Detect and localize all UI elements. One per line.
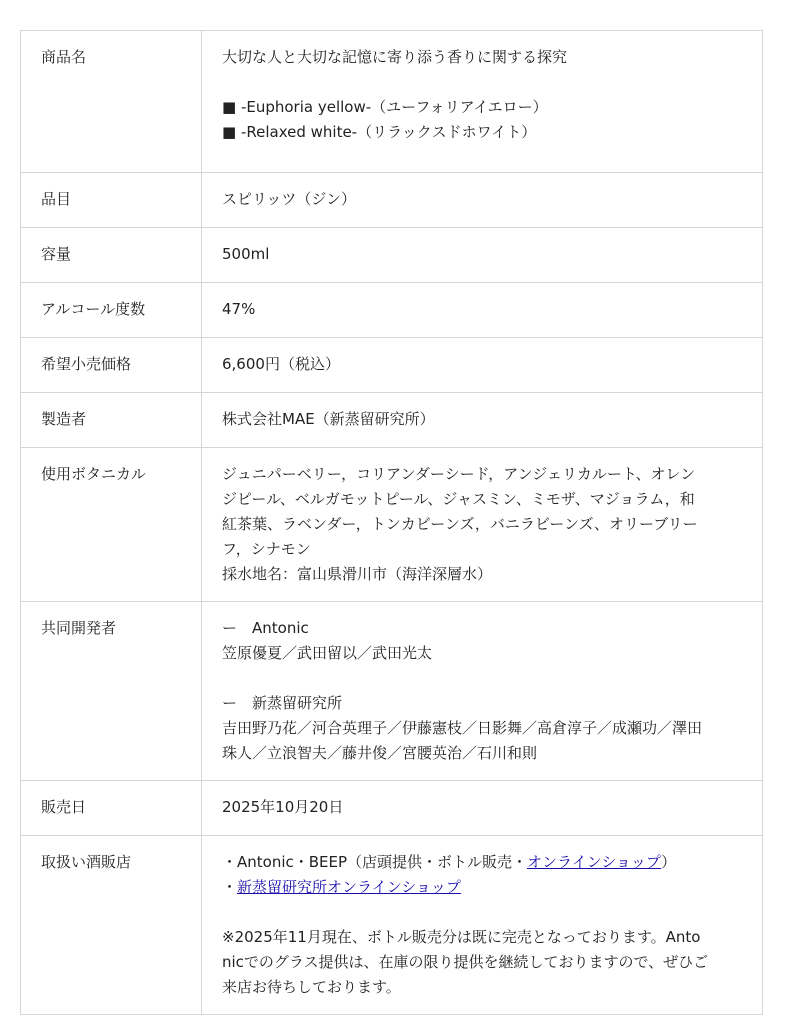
botanicals-line: ジュニパーベリー，コリアンダーシード，アンジェリカルート、オレン — [222, 465, 696, 483]
value-shops — [202, 836, 763, 1015]
spacer — [222, 666, 742, 691]
spacer — [222, 900, 742, 925]
developer-names-lab: 珠人／立浪智夫／藤井俊／宮腰英治／石川和則 — [222, 744, 538, 762]
row-abv — [21, 283, 763, 338]
value-release-date: 2025年10月20日 — [202, 781, 763, 836]
shop-antonic-prefix: ・Antonic・BEEP（店頭提供・ボトル販売・ — [222, 853, 528, 871]
product-name-text: 大切な人と大切な記憶に寄り添う香りに関する探究 — [222, 48, 568, 66]
variant-yellow: ■ -Euphoria yellow-（ユーフォリアイエロー） — [222, 98, 548, 116]
label-shops: 取扱い酒販店 — [21, 836, 202, 1015]
product-spec-table — [20, 30, 763, 1015]
developer-names-lab: 吉田野乃花／河合英理子／伊藤憲枝／日影舞／高倉淳子／成瀬功／澤田 — [222, 719, 703, 737]
row-price — [21, 338, 763, 393]
value-price: 6,600円（税込） — [202, 338, 763, 393]
sold-out-note: 来店お待ちしております。 — [222, 978, 401, 996]
row-product-name — [21, 31, 763, 173]
row-shops — [21, 836, 763, 1015]
value-maker: 株式会社MAE（新蒸留研究所） — [202, 393, 763, 448]
value-abv: 47% — [202, 283, 763, 338]
label-release-date: 販売日 — [21, 781, 202, 836]
value-developers — [202, 602, 763, 781]
row-item-type — [21, 173, 763, 228]
label-botanicals: 使用ボタニカル — [21, 448, 202, 602]
variant-white: ■ -Relaxed white-（リラックスドホワイト） — [222, 123, 537, 141]
label-item-type: 品目 — [21, 173, 202, 228]
label-maker: 製造者 — [21, 393, 202, 448]
shop-lab — [222, 875, 742, 900]
row-botanicals — [21, 448, 763, 602]
developer-group-antonic: ー Antonic — [222, 619, 309, 637]
value-product-name — [202, 31, 763, 173]
shop-lab-prefix: ・ — [222, 878, 238, 896]
botanicals-line: ジピール、ベルガモットピール、ジャスミン、ミモザ、マジョラム，和 — [222, 490, 695, 508]
row-volume — [21, 228, 763, 283]
value-volume: 500ml — [202, 228, 763, 283]
sold-out-note: ※2025年11月現在、ボトル販売分は既に完売となっております。Anto — [222, 928, 701, 946]
label-product-name: 商品名 — [21, 31, 202, 173]
botanicals-line: 紅茶葉、ラベンダー，トンカビーンズ，バニラビーンズ、オリーブリー — [222, 515, 698, 533]
label-abv: アルコール度数 — [21, 283, 202, 338]
label-developers: 共同開発者 — [21, 602, 202, 781]
row-maker — [21, 393, 763, 448]
value-item-type: スピリッツ（ジン） — [202, 173, 763, 228]
spacer — [222, 70, 742, 95]
row-release-date — [21, 781, 763, 836]
water-source: 採水地名：富山県滑川市（海洋深層水） — [222, 565, 493, 583]
shop-antonic — [222, 850, 742, 875]
label-volume: 容量 — [21, 228, 202, 283]
lab-online-shop-link[interactable]: 新蒸留研究所オンラインショップ — [237, 878, 461, 896]
sold-out-note: nicでのグラス提供は、在庫の限り提供を継続しておりますので、ぜひご — [222, 953, 709, 971]
row-developers — [21, 602, 763, 781]
label-price: 希望小売価格 — [21, 338, 202, 393]
developer-names-antonic: 笠原優夏／武田留以／武田光太 — [222, 644, 433, 662]
botanicals-line: フ，シナモン — [222, 540, 311, 558]
shop-antonic-suffix: ） — [661, 853, 677, 871]
online-shop-link[interactable]: オンラインショップ — [527, 853, 662, 871]
value-botanicals — [202, 448, 763, 602]
developer-group-lab: ー 新蒸留研究所 — [222, 694, 343, 712]
